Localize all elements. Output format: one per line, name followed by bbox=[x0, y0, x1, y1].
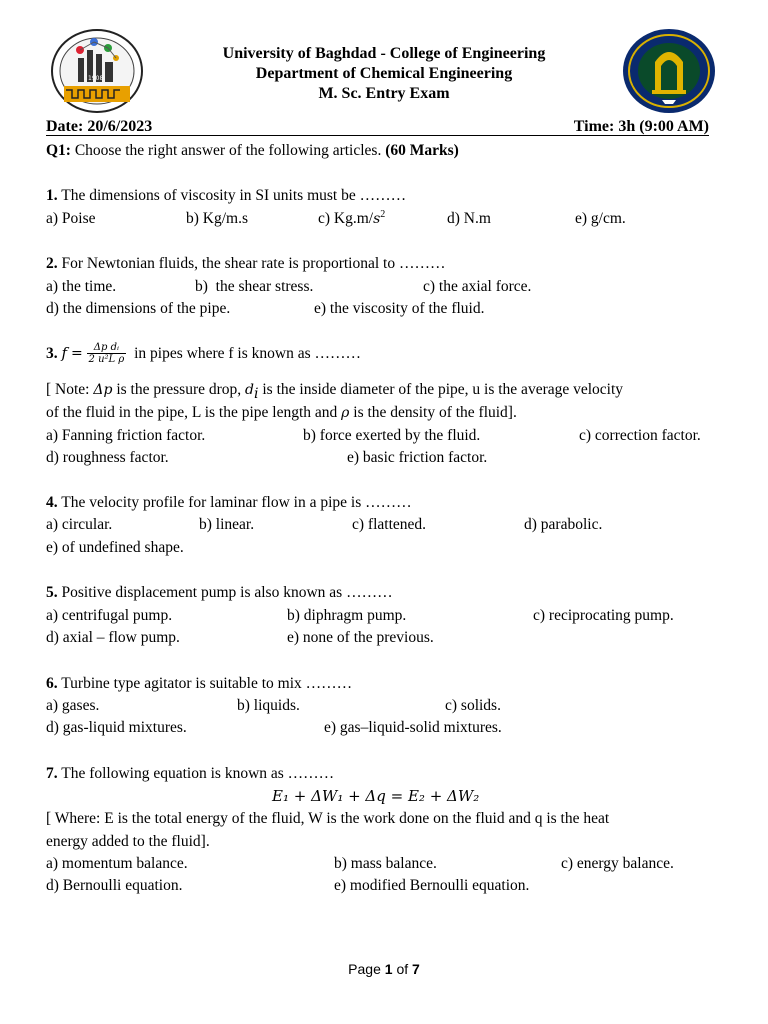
q7-option-e: e) modified Bernoulli equation. bbox=[334, 877, 530, 894]
question-text: The dimensions of viscosity in SI units must be ……… bbox=[61, 187, 407, 204]
q3-option-c: c) correction factor. bbox=[579, 427, 701, 444]
q3-note-line1 bbox=[46, 381, 624, 403]
question-6 bbox=[46, 676, 352, 692]
q1-instruction bbox=[46, 143, 459, 159]
q3-option-d: d) roughness factor. bbox=[46, 449, 169, 466]
q6-option-e: e) gas–liquid-solid mixtures. bbox=[324, 719, 502, 736]
q3-note-text: of the fluid in the pipe, L is the pipe length and bbox=[46, 404, 342, 421]
q4-option-a: a) circular. bbox=[46, 516, 113, 533]
page-footer bbox=[0, 962, 768, 976]
q3-option-b: b) force exerted by the fluid. bbox=[303, 427, 481, 444]
university-title: University of Baghdad - College of Engineering bbox=[222, 45, 546, 62]
q6-option-d: d) gas-liquid mixtures. bbox=[46, 719, 187, 736]
q2-option-a: a) the time. bbox=[46, 278, 117, 295]
q1-option-d: d) N.m bbox=[447, 210, 491, 227]
q7-note-line2: energy added to the fluid]. bbox=[46, 833, 210, 850]
q7-option-c: c) energy balance. bbox=[561, 855, 674, 872]
q3-note-text: is the density of the fluid]. bbox=[349, 404, 517, 421]
q7-note-line1: [ Where: E is the total energy of the fluid, W is the work done on the fluid and q is the heat bbox=[46, 810, 610, 827]
q5-option-b: b) diphragm pump. bbox=[287, 607, 407, 624]
question-text: Positive displacement pump is also known as ……… bbox=[61, 584, 393, 601]
question-5 bbox=[46, 585, 393, 601]
page-word: Page bbox=[348, 961, 381, 977]
q6-option-c: c) solids. bbox=[445, 697, 501, 714]
department-title: Department of Chemical Engineering bbox=[255, 65, 513, 82]
page-number: 1 bbox=[384, 961, 393, 977]
q1-option-c-exp: 2 bbox=[380, 208, 386, 220]
question-number: 1. bbox=[46, 187, 58, 204]
q1-label: Q1: bbox=[46, 142, 71, 159]
q3-note-text: [ Note: bbox=[46, 381, 94, 398]
q7-option-d: d) Bernoulli equation. bbox=[46, 877, 183, 894]
question-number: 6. bbox=[46, 675, 58, 692]
question-number: 3. bbox=[46, 344, 58, 362]
q5-option-e: e) none of the previous. bbox=[287, 629, 434, 646]
of-word: of bbox=[396, 961, 409, 977]
header-divider bbox=[46, 135, 709, 136]
q5-option-c: c) reciprocating pump. bbox=[533, 607, 674, 624]
q3-numerator: Δp dᵢ bbox=[87, 342, 127, 354]
q3-note-i: i bbox=[254, 386, 259, 403]
q7-equation: E₁ + ΔW₁ + Δq = E₂ + ΔW₂ bbox=[272, 787, 480, 805]
q3-note-d: d bbox=[245, 382, 254, 398]
q6-option-b: b) liquids. bbox=[237, 697, 300, 714]
q1-option-e: e) g/cm. bbox=[575, 210, 626, 227]
q3-f-symbol: f bbox=[61, 344, 68, 362]
q3-note-dp: Δp bbox=[93, 382, 113, 398]
q1-option-c bbox=[318, 208, 386, 227]
q6-option-a: a) gases. bbox=[46, 697, 100, 714]
q1-option-a: a) Poise bbox=[46, 210, 96, 227]
q4-option-e: e) of undefined shape. bbox=[46, 539, 184, 556]
q2-option-c: c) the axial force. bbox=[423, 278, 532, 295]
q3-fraction bbox=[87, 342, 127, 365]
exam-date: Date: 20/6/2023 bbox=[46, 118, 153, 135]
q1-option-c-var: s bbox=[373, 211, 381, 227]
question-text: For Newtonian fluids, the shear rate is proportional to ……… bbox=[61, 255, 446, 272]
q3-note-rho: ρ bbox=[341, 405, 350, 421]
question-4 bbox=[46, 495, 412, 511]
q1-option-c-text: c) Kg.m/ bbox=[318, 210, 374, 227]
q1-text: Choose the right answer of the following articles. bbox=[74, 142, 382, 159]
q4-option-b: b) linear. bbox=[199, 516, 255, 533]
question-number: 5. bbox=[46, 584, 58, 601]
question-number: 2. bbox=[46, 255, 58, 272]
question-text: Turbine type agitator is suitable to mix ……… bbox=[61, 675, 353, 692]
q3-note-line2 bbox=[46, 405, 517, 421]
question-1 bbox=[46, 188, 406, 204]
q1-option-b: b) Kg/m.s bbox=[186, 210, 248, 227]
q4-option-d: d) parabolic. bbox=[524, 516, 603, 533]
question-text: The following equation is known as ……… bbox=[61, 765, 335, 782]
q3-option-e: e) basic friction factor. bbox=[347, 449, 488, 466]
q5-option-d: d) axial – flow pump. bbox=[46, 629, 180, 646]
question-text: The velocity profile for laminar flow in a pipe is ……… bbox=[61, 494, 412, 511]
q4-option-c: c) flattened. bbox=[352, 516, 427, 533]
q7-option-b: b) mass balance. bbox=[334, 855, 437, 872]
question-7 bbox=[46, 766, 334, 782]
q3-equals: = bbox=[70, 345, 83, 362]
q3-denominator: 2 u²L ρ bbox=[88, 354, 125, 365]
question-text: in pipes where f is known as ……… bbox=[134, 344, 361, 362]
q2-option-d: d) the dimensions of the pipe. bbox=[46, 300, 231, 317]
q3-note-text: is the inside diameter of the pipe, u is the average velocity bbox=[258, 381, 624, 398]
exam-time: Time: 3h (9:00 AM) bbox=[573, 118, 709, 135]
question-3 bbox=[46, 342, 361, 365]
page-total: 7 bbox=[412, 961, 420, 977]
logo-year: 1908 bbox=[88, 75, 104, 82]
question-number: 4. bbox=[46, 494, 58, 511]
q1-marks: (60 Marks) bbox=[385, 142, 459, 159]
q5-option-a: a) centrifugal pump. bbox=[46, 607, 173, 624]
q3-option-a: a) Fanning friction factor. bbox=[46, 427, 206, 444]
q7-option-a: a) momentum balance. bbox=[46, 855, 188, 872]
question-2 bbox=[46, 256, 445, 272]
question-number: 7. bbox=[46, 765, 58, 782]
exam-title: M. Sc. Entry Exam bbox=[318, 85, 450, 102]
q3-note-text: is the pressure drop, bbox=[112, 381, 246, 398]
q2-option-e: e) the viscosity of the fluid. bbox=[314, 300, 485, 317]
q2-option-b: b) the shear stress. bbox=[195, 278, 314, 295]
